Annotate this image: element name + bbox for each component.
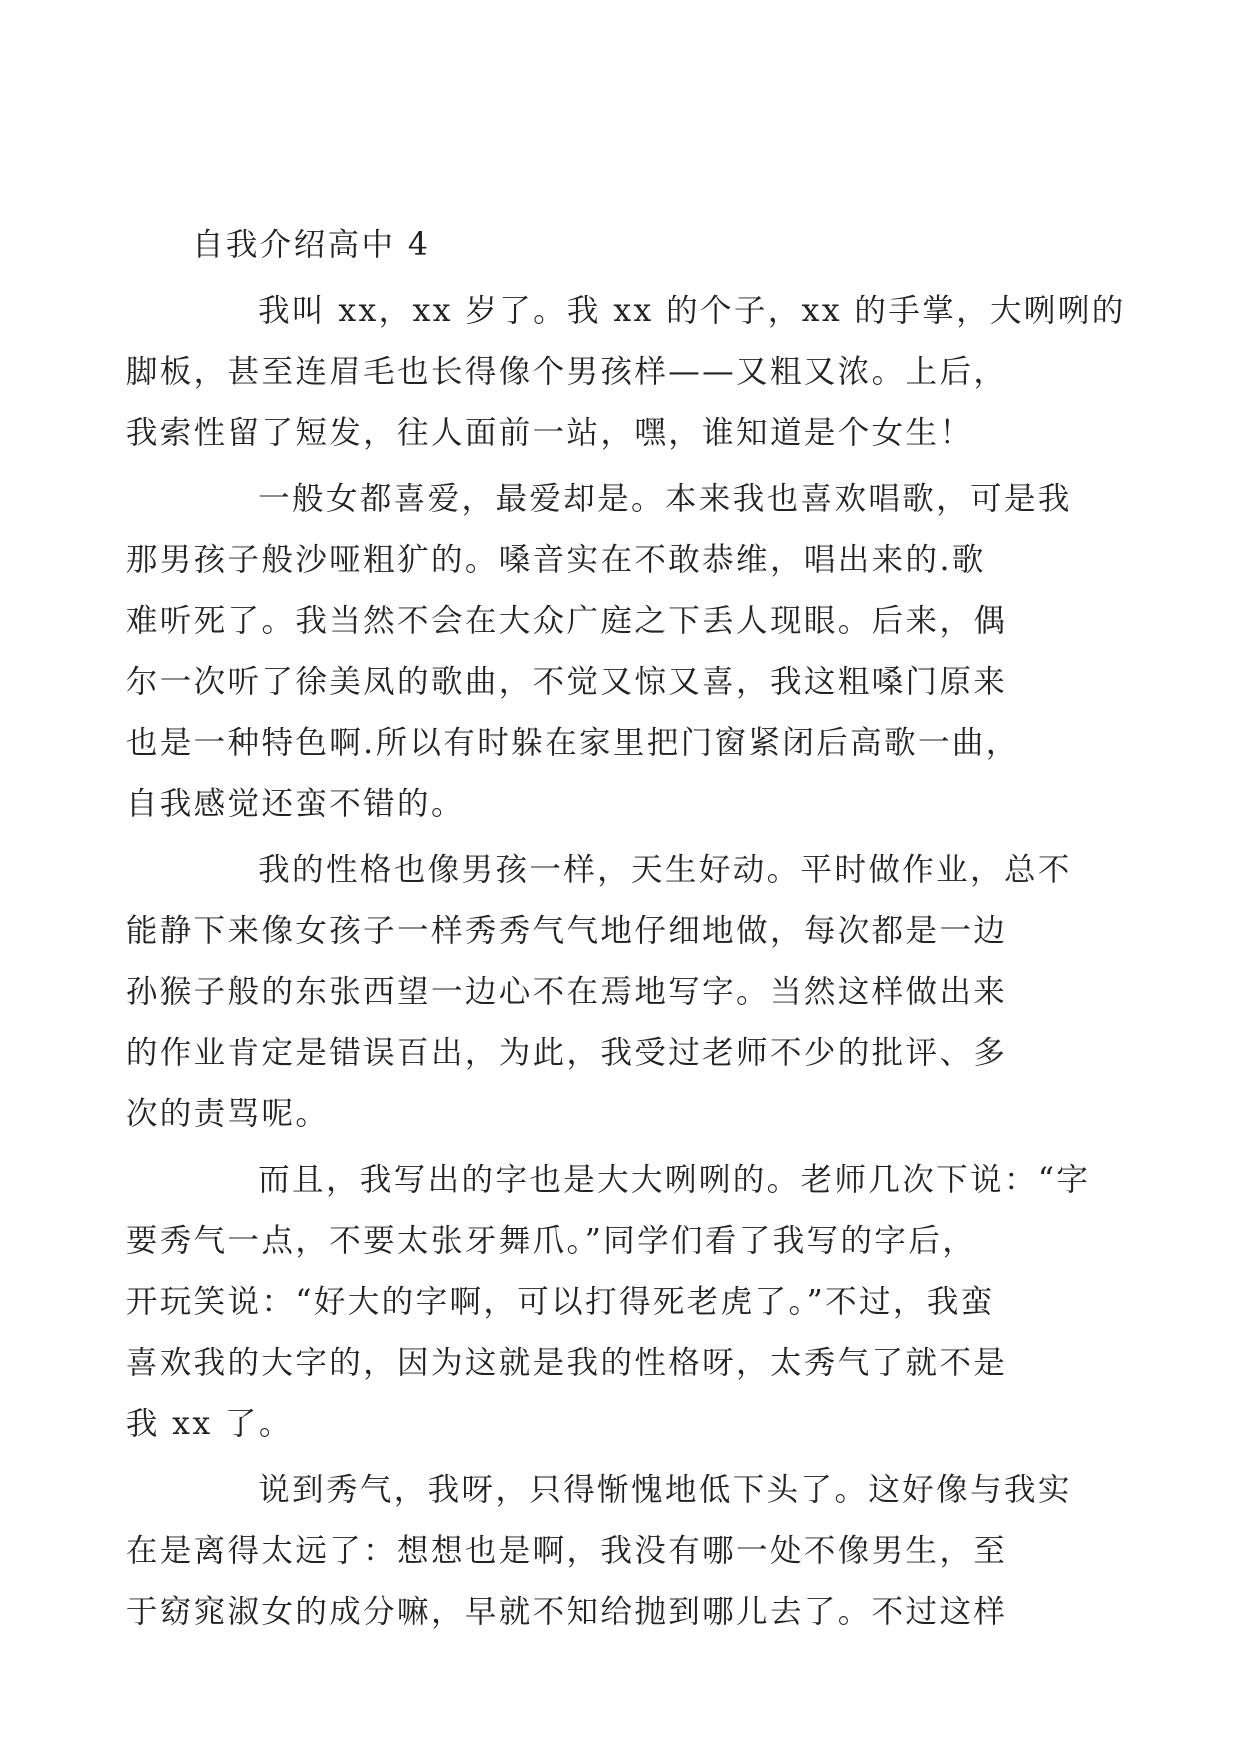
paragraph-line: 孙猴子般的东张西望一边心不在焉地写字。当然这样做出来 bbox=[125, 974, 1008, 1010]
paragraph-line: 自我感觉还蛮不错的。 bbox=[125, 786, 465, 822]
paragraph-line: 在是离得太远了：想想也是啊，我没有哪一处不像男生，至 bbox=[125, 1533, 1008, 1569]
paragraph-1 bbox=[125, 281, 1126, 464]
paragraph-line: 于窈窕淑女的成分嘛，早就不知给抛到哪儿去了。不过这样 bbox=[125, 1594, 1008, 1630]
paragraph-line: 说到秀气，我呀，只得惭愧地低下头了。这好像与我实 bbox=[258, 1472, 1072, 1508]
paragraph-line: 尔一次听了徐美凤的歌曲，不觉又惊又喜，我这粗嗓门原来 bbox=[125, 664, 1008, 700]
paragraph-line: 的作业肯定是错误百出，为此，我受过老师不少的批评、多 bbox=[125, 1035, 1008, 1071]
paragraph-line: 我 xx 了。 bbox=[125, 1406, 293, 1442]
paragraph-4 bbox=[125, 1150, 1091, 1455]
paragraph-line: 喜欢我的大字的，因为这就是我的性格呀，太秀气了就不是 bbox=[125, 1345, 1008, 1381]
paragraph-line: 一般女都喜爱，最爱却是。本来我也喜欢唱歌，可是我 bbox=[258, 481, 1072, 517]
paragraph-line: 也是一种特色啊.所以有时躲在家里把门窗紧闭后高歌一曲， bbox=[125, 725, 1020, 761]
document-heading: 自我介绍高中 4 bbox=[192, 227, 431, 263]
paragraph-line: 而且，我写出的字也是大大咧咧的。老师几次下说：“字 bbox=[258, 1162, 1091, 1198]
paragraph-line: 难听死了。我当然不会在大众广庭之下丢人现眼。后来，偶 bbox=[125, 603, 1008, 639]
paragraph-line: 我索性留了短发，往人面前一站，嘿，谁知道是个女生！ bbox=[125, 415, 974, 451]
paragraph-2 bbox=[125, 469, 1072, 835]
paragraph-line: 我叫 xx，xx 岁了。我 xx 的个子，xx 的手掌，大咧咧的 bbox=[258, 293, 1126, 329]
paragraph-3 bbox=[125, 840, 1072, 1145]
paragraph-line: 开玩笑说：“好大的字啊，可以打得死老虎了。”不过，我蛮 bbox=[125, 1284, 995, 1320]
paragraph-line: 次的责骂呢。 bbox=[125, 1096, 330, 1132]
paragraph-line: 能静下来像女孩子一样秀秀气气地仔细地做，每次都是一边 bbox=[125, 913, 1008, 949]
paragraph-line: 那男孩子般沙哑粗犷的。嗓音实在不敢恭维，唱出来的.歌 bbox=[125, 542, 986, 578]
paragraph-5 bbox=[125, 1460, 1072, 1643]
document-body bbox=[125, 215, 1126, 1648]
paragraph-line: 要秀气一点，不要太张牙舞爪。”同学们看了我写的字后， bbox=[125, 1223, 977, 1259]
paragraph-line: 我的性格也像男孩一样，天生好动。平时做作业，总不 bbox=[258, 852, 1072, 888]
paragraph-line: 脚板，甚至连眉毛也长得像个男孩样——又粗又浓。上后， bbox=[125, 354, 1008, 390]
